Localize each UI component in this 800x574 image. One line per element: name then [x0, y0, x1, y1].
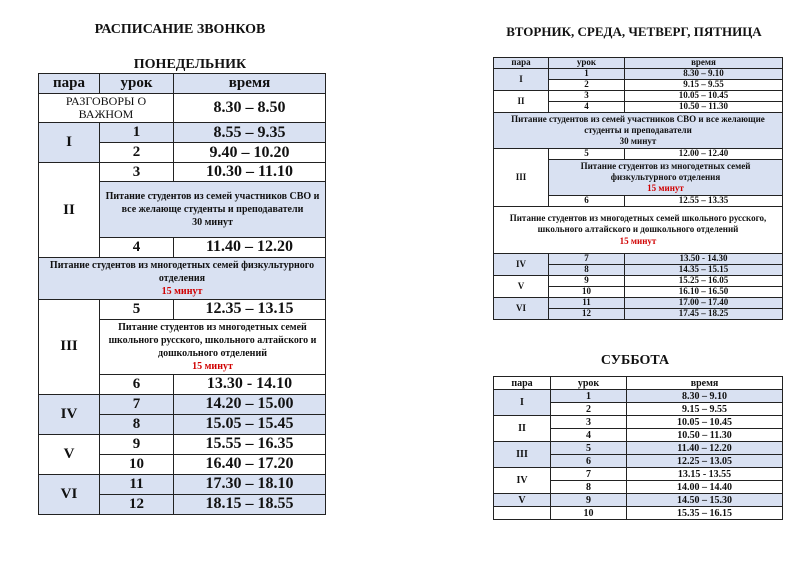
meal-note-time: 15 минут [192, 360, 233, 372]
header-urok: урок [549, 58, 625, 69]
header-vremya: время [174, 74, 326, 94]
lesson-time: 11.40 – 12.20 [174, 237, 326, 257]
lesson-time: 10.05 – 10.45 [627, 416, 783, 429]
meal-note [39, 257, 326, 299]
lesson-time: 15.25 – 16.05 [625, 276, 783, 287]
para-cell: VI [494, 298, 549, 320]
lesson-time: 10.50 – 11.30 [627, 429, 783, 442]
meal-note [100, 181, 326, 237]
lesson-number: 10 [551, 507, 627, 520]
para-cell: IV [494, 254, 549, 276]
lesson-number: 11 [100, 474, 174, 494]
lesson-time: 12.00 – 12.40 [625, 149, 783, 160]
lesson-time: 8.55 – 9.35 [174, 123, 326, 143]
para-cell: III [39, 299, 100, 394]
lesson-time: 15.05 – 15.45 [174, 414, 326, 434]
lesson-number: 7 [551, 468, 627, 481]
lesson-number: 6 [551, 455, 627, 468]
lesson-time: 14.50 – 15.30 [627, 494, 783, 507]
meal-note [549, 160, 783, 196]
lesson-time: 14.00 – 14.40 [627, 481, 783, 494]
lesson-time: 17.00 – 17.40 [625, 298, 783, 309]
para-cell: VI [39, 474, 100, 514]
lesson-number: 3 [549, 91, 625, 102]
para-cell: II [494, 416, 551, 442]
schedule-title: РАСПИСАНИЕ ЗВОНКОВ [94, 22, 266, 37]
lesson-number: 1 [551, 390, 627, 403]
header-vremya: время [627, 377, 783, 390]
header-urok: урок [100, 74, 174, 94]
header-para: пара [494, 377, 551, 390]
lesson-number: 4 [100, 237, 174, 257]
lesson-number: 5 [100, 299, 174, 319]
meal-note-text: Питание студентов из многодетных семей школьного русского, школьного алтайского и дошкольного отделений [108, 321, 317, 359]
lesson-number: 9 [551, 494, 627, 507]
lesson-time: 15.55 – 16.35 [174, 434, 326, 454]
talk-time: 8.30 – 8.50 [174, 94, 326, 123]
para-cell: I [494, 390, 551, 416]
monday-table [38, 73, 326, 515]
lesson-time: 16.10 – 16.50 [625, 287, 783, 298]
para-cell: III [494, 149, 549, 207]
para-cell: V [39, 434, 100, 474]
lesson-time: 15.35 – 16.15 [627, 507, 783, 520]
para-cell: I [39, 123, 100, 163]
lesson-time: 8.30 – 9.10 [625, 69, 783, 80]
meal-note-time: 15 минут [161, 285, 203, 297]
para-cell: IV [39, 394, 100, 434]
meal-note [494, 113, 783, 149]
lesson-number: 2 [551, 403, 627, 416]
lesson-time: 16.40 – 17.20 [174, 454, 326, 474]
lesson-time: 9.15 – 9.55 [625, 80, 783, 91]
lesson-number: 12 [549, 309, 625, 320]
meal-note [100, 319, 326, 374]
lesson-time: 17.30 – 18.10 [174, 474, 326, 494]
lesson-time: 12.25 – 13.05 [627, 455, 783, 468]
lesson-time: 10.05 – 10.45 [625, 91, 783, 102]
header-vremya: время [625, 58, 783, 69]
lesson-time: 13.50 - 14.30 [625, 254, 783, 265]
lesson-number: 5 [549, 149, 625, 160]
para-cell: IV [494, 468, 551, 494]
meal-note-text: Питание студентов из многодетных семей физкультурного отделения [49, 259, 315, 284]
para-cell: I [494, 69, 549, 91]
lesson-number: 3 [551, 416, 627, 429]
lesson-number: 12 [100, 494, 174, 514]
lesson-number: 8 [549, 265, 625, 276]
lesson-number: 4 [551, 429, 627, 442]
lesson-time: 10.30 – 11.10 [174, 163, 326, 182]
header-urok: урок [551, 377, 627, 390]
lesson-number: 1 [100, 123, 174, 143]
lesson-number: 2 [100, 143, 174, 163]
lesson-number: 10 [549, 287, 625, 298]
saturday-table [493, 376, 783, 520]
lesson-number: 8 [100, 414, 174, 434]
meal-note-time: 15 минут [619, 235, 657, 246]
monday-title: ПОНЕДЕЛЬНИК [133, 57, 247, 72]
lesson-number: 5 [551, 442, 627, 455]
lesson-time: 11.40 – 12.20 [627, 442, 783, 455]
lesson-time: 10.50 – 11.30 [625, 102, 783, 113]
lesson-time: 9.15 – 9.55 [627, 403, 783, 416]
lesson-number: 7 [100, 394, 174, 414]
lesson-number: 10 [100, 454, 174, 474]
lesson-number: 6 [100, 374, 174, 394]
talk-label: РАЗГОВОРЫ О ВАЖНОМ [39, 94, 174, 123]
meal-note-time: 15 минут [647, 183, 684, 194]
lesson-time: 9.40 – 10.20 [174, 143, 326, 163]
weekdays-title: ВТОРНИК, СРЕДА, ЧЕТВЕРГ, ПЯТНИЦА [506, 24, 762, 39]
lesson-time: 12.55 – 13.35 [625, 196, 783, 207]
header-para: пара [39, 74, 100, 94]
lesson-time: 13.30 - 14.10 [174, 374, 326, 394]
meal-note-time: 30 минут [619, 136, 657, 147]
para-cell: II [39, 163, 100, 258]
lesson-number: 8 [551, 481, 627, 494]
lesson-time: 12.35 – 13.15 [174, 299, 326, 319]
lesson-number: 6 [549, 196, 625, 207]
meal-note-text: Питание студентов из многодетных семей школьного русского, школьного алтайского и дошкольного отделений [509, 213, 767, 235]
lesson-number: 3 [100, 163, 174, 182]
lesson-time: 8.30 – 9.10 [627, 390, 783, 403]
lesson-time: 14.20 – 15.00 [174, 394, 326, 414]
meal-note [494, 207, 783, 254]
lesson-time: 18.15 – 18.55 [174, 494, 326, 514]
lesson-number: 2 [549, 80, 625, 91]
lesson-time: 13.15 - 13.55 [627, 468, 783, 481]
header-para: пара [494, 58, 549, 69]
meal-note-time: 30 минут [192, 216, 233, 228]
meal-note-text: Питание студентов из многодетных семей физкультурного отделения [580, 160, 751, 182]
lesson-number: 9 [549, 276, 625, 287]
lesson-time: 14.35 – 15.15 [625, 265, 783, 276]
lesson-number: 7 [549, 254, 625, 265]
meal-note-text: Питание студентов из семей участников СВО и все желающе студенты и преподаватели [105, 190, 320, 215]
para-cell: II [494, 91, 549, 113]
para-cell [494, 507, 551, 520]
para-cell: V [494, 276, 549, 298]
meal-note-text: Питание студентов из семей участников СВО и все желающие студенты и преподаватели [511, 113, 765, 135]
lesson-number: 1 [549, 69, 625, 80]
lesson-number: 4 [549, 102, 625, 113]
weekdays-table [493, 57, 783, 320]
para-cell: III [494, 442, 551, 468]
saturday-title: СУББОТА [600, 353, 670, 368]
lesson-number: 9 [100, 434, 174, 454]
lesson-time: 17.45 – 18.25 [625, 309, 783, 320]
lesson-number: 11 [549, 298, 625, 309]
para-cell: V [494, 494, 551, 507]
